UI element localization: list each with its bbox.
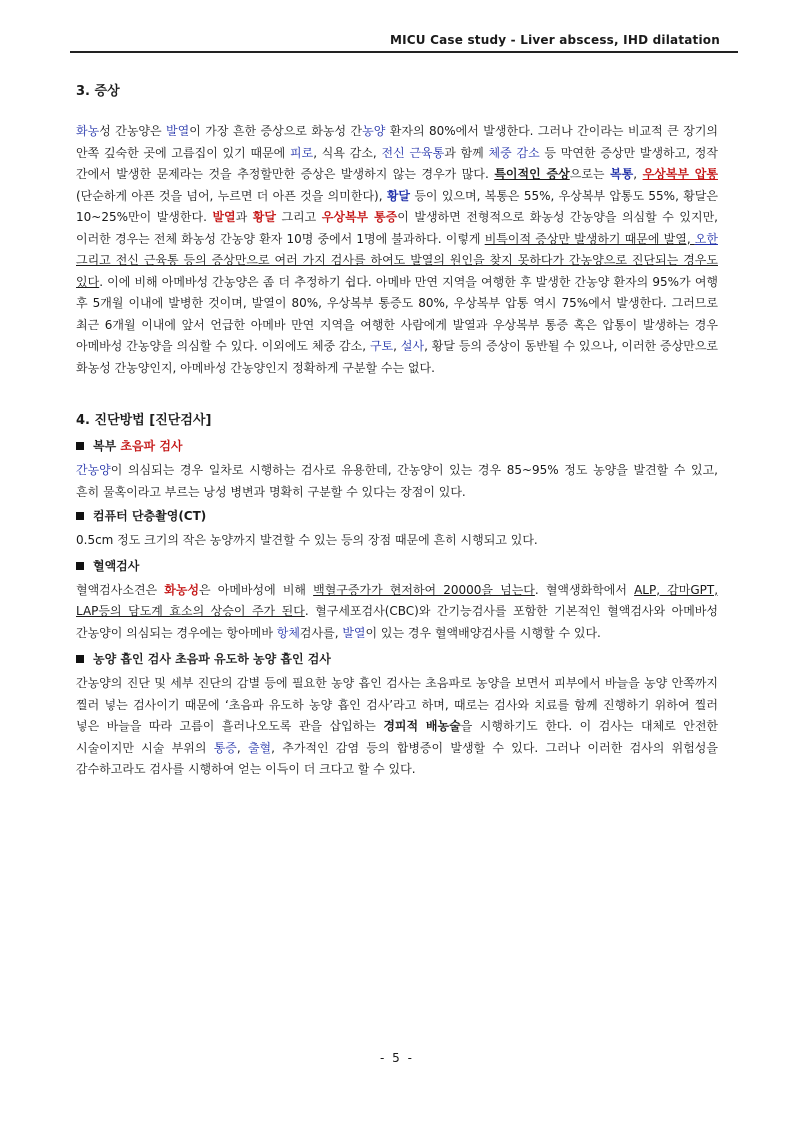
ultrasound-paragraph [76,460,718,503]
section-3-heading: 3. 증상 [76,84,120,99]
text-run: 화농 [76,124,100,138]
text-run: 설사 [400,339,425,353]
text-run: 특이적인 증상 [494,167,570,181]
blood-test-title [93,556,139,576]
text-run: 복부 [93,439,121,453]
text-run: 통증 [213,740,237,755]
text-run: 발열 [342,625,366,640]
text-run: (단순하게 아픈 것을 넘어, 누르면 더 아픈 것을 의미한다), [76,188,387,203]
text-run: , [633,167,643,181]
text-run: 복통 [610,167,634,181]
text-run: 등 막연한 증상만 발생하고, 정작 간에서 발생한 문제라는 것을 추정할만한 증상은 발생하지 않는 경우가 많다. [76,145,718,181]
ct-paragraph [76,530,718,552]
ultrasound-title [93,436,183,456]
text-run: 검사를, [299,625,343,640]
text-run: 그리고 [275,210,322,224]
text-run: 혈액검사소견은 [76,582,165,597]
square-bullet-icon [76,562,84,570]
text-run: 출혈 [247,740,272,755]
aspiration-title [93,649,331,669]
section-4-heading: 4. 진단방법 [진단검사] [76,413,212,428]
text-run: 과 함께 [444,145,489,160]
text-run: 전신 [381,145,405,160]
text-run: 초음파 검사 [120,439,183,453]
text-run: 황달 [252,210,276,224]
ultrasound-subheading [76,436,718,456]
text-run: 성 간농양은 [99,124,167,138]
text-run: . 이에 비해 아메바성 간농양은 좀 더 추정하기 쉽다. 아메바 만연 지역을 여행한 후 발생한 간농양 환자의 95%가 여행 후 5개월 이내에 발병한 것이며, 발열이 80%, 우상복부 통증도 80%, 우상복부 압통 역시 75%에서 발생한다. 그러므로 최근 6개월 이내에 앞서 언급한 아메바 만연 지역을 여행한 사람에게 발열과 우상복부 통증 혹은 압통이 발생하는 경우 아메바성 간농양을 의심할 수 있다. 이외에도 체중 감소, [76,274,718,353]
text-run: 을 시행하기도 한다. 이 검사는 대체로 안전한 시술이지만 시술 부위의 [76,719,719,755]
aspiration-subheading [76,649,718,669]
ct-subheading [76,506,718,526]
text-run: 으로는 [569,167,611,181]
text-run: 이 가장 흔한 증상으로 화농성 간 [189,124,363,138]
text-run: 피로 [290,145,314,160]
text-run: 구토 [369,339,394,353]
text-run: 그리고 전신 근육통 등의 증상만으로 여러 가지 검사를 하여도 발열의 원인을 찾지 못하다가 간농양으로 진단되는 경우도 있다 [76,253,718,289]
text-run: 농양 흡인 검사 초음파 유도하 농양 흡인 검사 [93,652,331,666]
text-run: 간농양 [76,463,111,477]
square-bullet-icon [76,655,84,663]
text-run: 0.5cm 정도 크기의 작은 농양까지 발견할 수 있는 등의 장점 때문에 흔히 시행되고 있다. [76,533,538,547]
ct-title [93,506,206,526]
text-run: 은 아메바성에 비해 [199,582,314,597]
header-title: MICU Case study - Liver abscess, IHD dilatation [389,33,720,47]
text-run: 등이 있으며, 복통은 55%, 우상복부 압통도 55%, 황달은 10~25%만이 발생한다. [76,188,718,224]
text-run: . 혈액생화학에서 [534,582,635,597]
square-bullet-icon [76,512,84,520]
text-run: 환자의 80%에서 발생한다. 그러나 간이라는 비교적 큰 장기의 안쪽 깊숙한 곳에 고름집이 있기 때문에 [76,124,718,160]
text-run: 우상복부 압통 [642,167,718,181]
document-body [76,80,718,781]
text-run: 농양 [362,124,386,138]
square-bullet-icon [76,442,84,450]
page-header [70,33,738,53]
symptoms-paragraph [76,121,718,379]
text-run: , 식욕 감소, [313,145,382,160]
text-run: 황달 [386,188,411,203]
text-run: 근육통 [409,145,445,160]
text-run: 우상복부 통증 [321,210,398,224]
text-run: 오한 [694,231,718,246]
text-run: 항체 [276,625,300,640]
text-run: ALP, 감마GPT, LAP등의 담도계 효소의 상승이 주가 된다 [76,582,719,618]
text-run: 이 발생하면 전형적으로 화농성 간농양을 의심할 수 있지만, 이러한 경우는 전체 화농성 간농양 환자 10명 중에서 1명에 불과하다. 이렇게 [76,210,718,246]
aspiration-paragraph [76,673,718,781]
text-run: 이 있는 경우 혈액배양검사를 시행할 수 있다. [365,625,601,640]
text-run: 발열 [212,210,236,224]
text-run: 발열 [166,124,190,138]
blood-test-paragraph [76,580,718,645]
text-run: 체중 감소 [488,145,540,160]
text-run: , 황달 등의 증상이 동반될 수 있으나, 이러한 증상만으로 화농성 간농양인지, 아메바성 간농양인지 정확하게 구분할 수는 없다. [76,339,719,375]
text-run: 과 [235,210,253,224]
text-run: 비특이적 증상만 발생하기 때문에 발열, [484,231,695,246]
text-run: 경피적 배농술 [383,719,461,733]
text-run: 백혈구증가가 현저하여 20000을 넘는다 [313,582,535,597]
text-run: 화농성 [164,582,200,597]
text-run: 컴퓨터 단층촬영(CT) [93,509,207,523]
text-run: , [236,740,248,755]
text-run: , 추가적인 감염 등의 합병증이 발생할 수 있다. 그러나 이러한 검사의 위험성을 감수하고라도 검사를 시행하여 얻는 이득이 더 크다고 할 수 있다. [76,740,718,776]
text-run: , [393,339,401,353]
text-run: 이 의심되는 경우 일차로 시행하는 검사로 유용한데, 간농양이 있는 경우 85~95% 정도 농양을 발견할 수 있고, 흔히 물혹이라고 부르는 낭성 병변과 명확히 구분할 수 있다는 장점이 있다. [76,463,718,499]
blood-test-subheading [76,556,718,576]
page-number: - 5 - [380,1051,414,1065]
text-run: . 혈구세포검사(CBC)와 간기능검사를 포함한 기본적인 혈액검사와 아메바성 간농양이 의심되는 경우에는 항아메바 [76,604,718,640]
text-run: 혈액검사 [93,558,140,573]
text-run: 간농양의 진단 및 세부 진단의 감별 등에 필요한 농양 흡인 검사는 초음파로 농양을 보면서 피부에서 바늘을 농양 안쪽까지 찔러 넣는 검사이기 때문에 ‘초음파 유도하 농양 흡인 검사’라고 하며, 때로는 검사와 치료를 함께 진행하기 위하여 찔러 넣은 바늘을 따라 고름이 흘러나오도록 관을 삽입하는 [76,676,718,733]
